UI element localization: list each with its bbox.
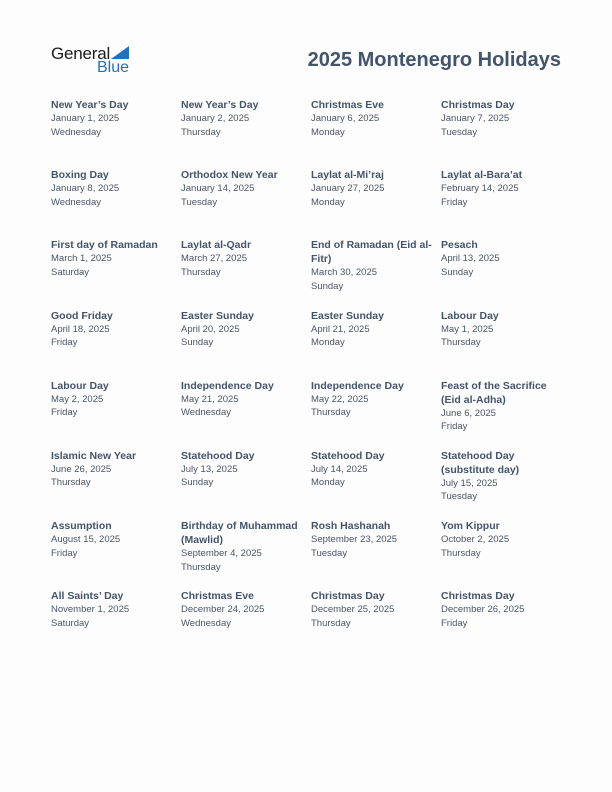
holiday-date: January 2, 2025 <box>181 113 250 124</box>
holiday-weekday: Friday <box>441 617 468 629</box>
holiday-entry <box>51 238 181 308</box>
holiday-date: January 27, 2025 <box>311 183 385 195</box>
holiday-name: Christmas Day <box>441 590 515 603</box>
holiday-entry <box>311 449 441 519</box>
holiday-entry <box>441 238 571 308</box>
holiday-weekday: Thursday <box>311 407 351 419</box>
holiday-row <box>51 589 571 659</box>
holiday-row <box>51 379 571 449</box>
logo-general-text: General <box>51 44 111 63</box>
holiday-weekday: Tuesday <box>181 196 218 208</box>
holiday-entry <box>51 379 181 449</box>
holiday-weekday: Thursday <box>441 547 481 559</box>
holiday-entry <box>181 98 311 168</box>
holiday-entry <box>181 449 311 519</box>
holiday-name: Laylat al-Bara’at <box>441 169 523 182</box>
holiday-entry <box>51 589 181 659</box>
holiday-entry <box>441 98 571 168</box>
holiday-weekday: Friday <box>441 196 468 208</box>
holiday-date: March 1, 2025 <box>51 253 112 265</box>
holiday-date: August 15, 2025 <box>51 534 121 546</box>
holiday-entry <box>181 238 311 308</box>
holiday-entry <box>181 168 311 238</box>
holiday-weekday: Saturday <box>51 617 90 629</box>
holiday-row <box>51 168 571 238</box>
holiday-weekday: Sunday <box>181 477 214 489</box>
holiday-name: Islamic New Year <box>51 449 137 462</box>
generalblue-logo <box>51 44 141 78</box>
holiday-name: Orthodox New Year <box>181 169 278 182</box>
holiday-date: April 20, 2025 <box>181 323 240 335</box>
holiday-date: January 14, 2025 <box>181 183 255 195</box>
holiday-entry <box>441 309 571 379</box>
holiday-weekday: Monday <box>311 126 345 138</box>
holiday-date: January 7, 2025 <box>441 113 510 124</box>
holiday-name: Laylat al-Qadr <box>181 239 252 252</box>
holiday-name: Independence Day <box>181 379 274 392</box>
holiday-weekday: Sunday <box>441 266 474 278</box>
holiday-weekday: Wednesday <box>181 617 231 629</box>
holiday-date: April 18, 2025 <box>51 323 110 335</box>
holiday-weekday: Saturday <box>51 266 90 278</box>
holiday-entry <box>181 379 311 449</box>
holiday-name: Christmas Day <box>441 99 515 111</box>
holiday-name: Yom Kippur <box>441 520 500 533</box>
holiday-date: July 15, 2025 <box>441 477 498 489</box>
holiday-name: Easter Sunday <box>181 309 254 322</box>
holiday-date: December 24, 2025 <box>181 604 265 616</box>
holiday-weekday: Friday <box>51 407 78 419</box>
holiday-row <box>51 98 571 168</box>
holiday-date: November 1, 2025 <box>51 604 130 616</box>
holiday-date: May 2, 2025 <box>51 393 104 405</box>
holiday-row <box>51 238 571 308</box>
holiday-entry <box>51 309 181 379</box>
logo-blue-text: Blue <box>97 59 130 76</box>
holiday-date: December 25, 2025 <box>311 604 395 616</box>
holiday-name: New Year’s Day <box>51 99 129 111</box>
holiday-weekday: Thursday <box>311 617 351 629</box>
holiday-entry <box>51 449 181 519</box>
holiday-name: New Year’s Day <box>181 99 259 111</box>
holiday-date: January 8, 2025 <box>51 183 120 195</box>
holiday-entry <box>51 98 181 168</box>
holiday-name: End of Ramadan (Eid al-Fitr) <box>311 239 432 266</box>
holiday-date: June 26, 2025 <box>51 463 112 475</box>
holiday-entry <box>51 519 181 589</box>
holiday-name: Christmas Day <box>311 590 385 603</box>
holiday-name: First day of Ramadan <box>51 239 158 252</box>
holiday-date: June 6, 2025 <box>441 407 496 419</box>
holiday-entry <box>311 98 441 168</box>
holiday-entry <box>441 379 571 449</box>
holiday-name: Feast of the Sacrifice (Eid al-Adha) <box>441 379 547 406</box>
holiday-weekday: Wednesday <box>51 126 101 138</box>
holiday-weekday: Thursday <box>181 126 221 138</box>
holiday-date: January 6, 2025 <box>311 113 380 124</box>
holiday-row <box>51 519 571 589</box>
holiday-weekday: Sunday <box>311 280 344 292</box>
holiday-weekday: Thursday <box>51 477 91 489</box>
holiday-name: Good Friday <box>51 309 113 322</box>
holiday-weekday: Tuesday <box>441 126 478 138</box>
holiday-name: All Saints’ Day <box>51 590 124 603</box>
holiday-weekday: Wednesday <box>181 407 231 419</box>
holiday-weekday: Monday <box>311 477 345 489</box>
page-title: 2025 Montenegro Holidays <box>307 49 561 71</box>
holiday-date: March 27, 2025 <box>181 253 248 265</box>
holiday-weekday: Thursday <box>181 561 221 573</box>
holiday-date: May 21, 2025 <box>181 393 239 405</box>
holiday-name: Rosh Hashanah <box>311 520 391 533</box>
holiday-entry <box>311 238 441 308</box>
holiday-date: December 26, 2025 <box>441 604 525 616</box>
holiday-weekday: Friday <box>441 421 468 433</box>
holiday-entry <box>441 449 571 519</box>
logo-triangle-icon <box>111 46 129 59</box>
holiday-date: March 30, 2025 <box>311 267 378 279</box>
holiday-weekday: Wednesday <box>51 196 101 208</box>
holiday-date: May 1, 2025 <box>441 323 494 335</box>
holiday-entry <box>181 519 311 589</box>
holiday-name: Pesach <box>441 239 478 252</box>
holiday-name: Statehood Day (substitute day) <box>441 449 520 476</box>
holiday-date: September 23, 2025 <box>311 534 398 546</box>
holiday-entry <box>311 519 441 589</box>
holiday-date: July 14, 2025 <box>311 463 368 475</box>
holiday-date: January 1, 2025 <box>51 113 120 124</box>
holiday-entry <box>441 168 571 238</box>
holiday-date: May 22, 2025 <box>311 393 369 405</box>
holiday-name: Statehood Day <box>311 449 385 462</box>
holiday-entry <box>311 379 441 449</box>
holiday-weekday: Monday <box>311 337 345 349</box>
holiday-entry <box>441 519 571 589</box>
holiday-date: October 2, 2025 <box>441 534 510 546</box>
holiday-name: Easter Sunday <box>311 309 384 322</box>
holiday-row <box>51 449 571 519</box>
holiday-date: September 4, 2025 <box>181 548 262 560</box>
holiday-entry <box>51 168 181 238</box>
holiday-entry <box>181 589 311 659</box>
holiday-weekday: Tuesday <box>441 491 478 503</box>
holiday-name: Labour Day <box>441 309 499 322</box>
holiday-grid <box>51 98 571 660</box>
holiday-name: Statehood Day <box>181 449 255 462</box>
holiday-name: Independence Day <box>311 379 404 392</box>
holiday-weekday: Monday <box>311 196 345 208</box>
holiday-entry <box>311 168 441 238</box>
holiday-weekday: Friday <box>51 547 78 559</box>
holiday-name: Christmas Eve <box>311 99 384 111</box>
holiday-date: April 13, 2025 <box>441 253 500 265</box>
holiday-name: Labour Day <box>51 379 109 392</box>
holiday-entry <box>441 589 571 659</box>
holiday-date: February 14, 2025 <box>441 183 519 195</box>
holiday-weekday: Tuesday <box>311 547 348 559</box>
holiday-name: Birthday of Muhammad (Mawlid) <box>181 520 298 547</box>
holiday-weekday: Sunday <box>181 337 214 349</box>
holiday-name: Assumption <box>51 520 112 533</box>
holiday-date: July 13, 2025 <box>181 463 238 475</box>
holiday-name: Laylat al-Mi’raj <box>311 169 384 182</box>
holiday-name: Boxing Day <box>51 169 109 182</box>
holiday-entry <box>311 309 441 379</box>
holiday-weekday: Thursday <box>181 266 221 278</box>
holiday-date: April 21, 2025 <box>311 323 370 335</box>
holiday-row <box>51 309 571 379</box>
holiday-entry <box>181 309 311 379</box>
holiday-weekday: Friday <box>51 337 78 349</box>
holiday-name: Christmas Eve <box>181 590 254 603</box>
holiday-weekday: Thursday <box>441 337 481 349</box>
holiday-entry <box>311 589 441 659</box>
